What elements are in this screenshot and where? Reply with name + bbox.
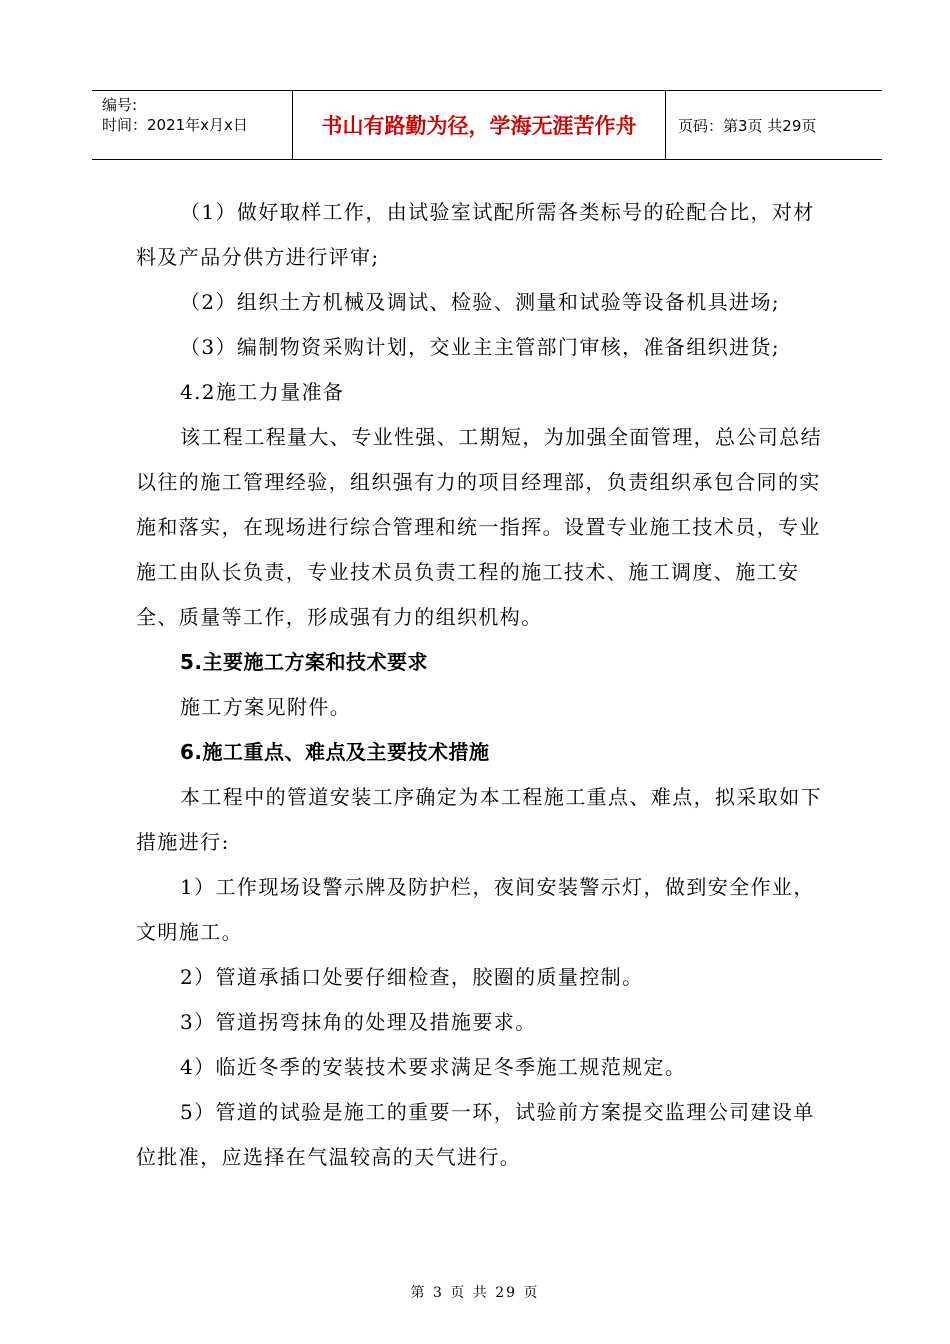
- paragraph-key-points: 本工程中的管道安装工序确定为本工程施工重点、难点，拟采取如下措施进行:: [136, 785, 822, 854]
- document-time-label: 时间：2021年x月x日: [102, 116, 248, 134]
- header-meta: [92, 91, 293, 159]
- section-heading-4-2: 4.2施工力量准备: [180, 380, 345, 404]
- section-heading-5: 5.主要施工方案和技术要求: [180, 650, 429, 674]
- document-body: [136, 190, 836, 1180]
- list-item-measure-4: 4）临近冬季的安装技术要求满足冬季施工规范规定。: [180, 1055, 687, 1079]
- page-header: [92, 90, 882, 160]
- list-item-measure-5: 5）管道的试验是施工的重要一环，试验前方案提交监理公司建设单位批准，应选择在气温较高的天气进行。: [136, 1100, 815, 1169]
- paragraph-machinery: （2）组织土方机械及调试、检验、测量和试验等设备机具进场;: [180, 290, 781, 314]
- paragraph-plan-reference: 施工方案见附件。: [180, 695, 352, 719]
- paragraph-procurement: （3）编制物资采购计划，交业主主管部门审核，准备组织进货;: [180, 335, 781, 359]
- header-page-code: 页码：第3页 共29页: [678, 116, 817, 135]
- paragraph-workforce: 该工程工程量大、专业性强、工期短，为加强全面管理，总公司总结以往的施工管理经验，组织强有力的项目经理部，负责组织承包合同的实施和落实，在现场进行综合管理和统一指挥。设置专业施工技术员，专业施工由队长负责，专业技术员负责工程的施工技术、施工调度、施工安全、质量等工作，形成强有力的组织机构。: [136, 425, 822, 629]
- paragraph-sampling: （1）做好取样工作，由试验室试配所需各类标号的砼配合比，对材料及产品分供方进行评审;: [136, 200, 815, 269]
- list-item-measure-1: 1）工作现场设警示牌及防护栏，夜间安装警示灯，做到安全作业，文明施工。: [136, 875, 815, 944]
- document-number-label: 编号:: [102, 96, 138, 114]
- list-item-measure-3: 3）管道拐弯抹角的处理及措施要求。: [180, 1010, 537, 1034]
- page-footer: 第 3 页 共 29 页: [410, 1285, 540, 1301]
- header-slogan: 书山有路勤为径，学海无涯苦作舟: [293, 91, 666, 159]
- section-heading-6: 6.施工重点、难点及主要技术措施: [180, 740, 490, 764]
- list-item-measure-2: 2）管道承插口处要仔细检查，胶圈的质量控制。: [180, 965, 644, 989]
